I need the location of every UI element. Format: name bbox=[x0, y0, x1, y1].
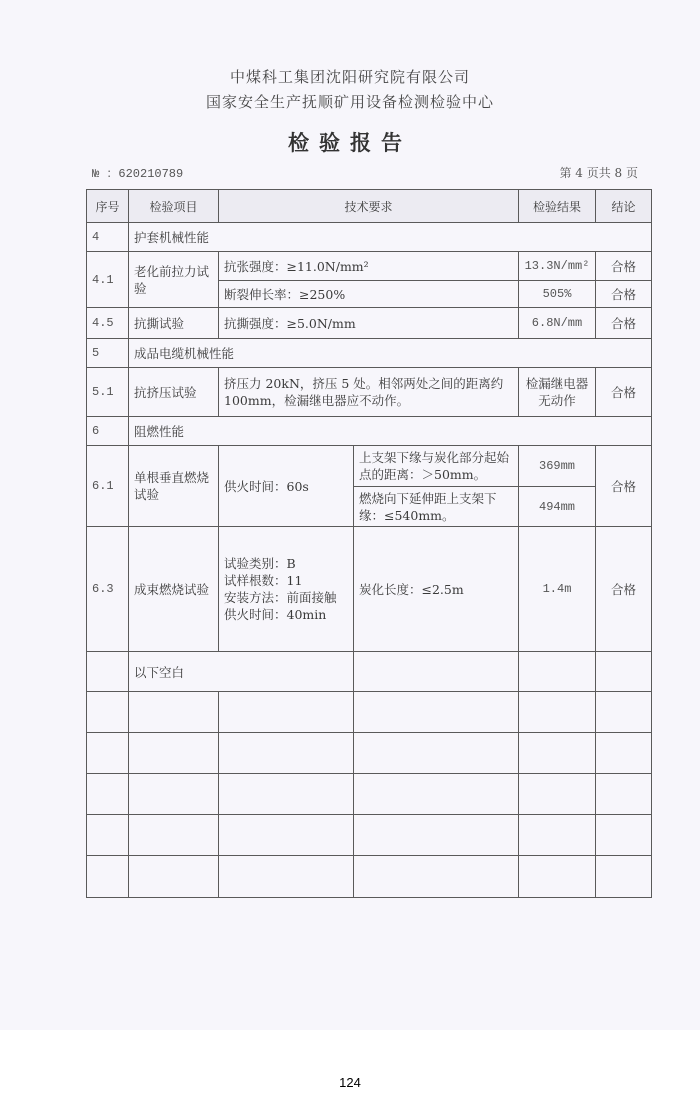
blank-row bbox=[87, 774, 652, 815]
blank-note: 以下空白 bbox=[129, 652, 354, 692]
item-number: 6.3 bbox=[87, 527, 129, 652]
requirement-text: 断裂伸长率：≥250% bbox=[219, 281, 519, 308]
organization-name: 中煤科工集团沈阳研究院有限公司 bbox=[229, 68, 470, 86]
table-row bbox=[87, 527, 652, 652]
blank-row bbox=[87, 856, 652, 898]
section-number: 4 bbox=[87, 223, 129, 252]
section-number: 5 bbox=[87, 339, 129, 368]
conclusion-value: 合格 bbox=[596, 527, 652, 652]
item-number: 6.1 bbox=[87, 446, 129, 527]
requirement-text: 炭化长度：≤2.5m bbox=[354, 527, 519, 652]
page-number: 124 bbox=[339, 1075, 361, 1090]
conclusion-value: 合格 bbox=[596, 368, 652, 417]
table-header-row bbox=[87, 190, 652, 223]
empty-cell bbox=[596, 652, 652, 692]
conclusion-value: 合格 bbox=[596, 281, 652, 308]
item-number: 4.1 bbox=[87, 252, 129, 308]
testing-center-name: 国家安全生产抚顺矿用设备检测检验中心 bbox=[205, 93, 494, 111]
empty-cell bbox=[354, 652, 519, 692]
test-category: 试验类别：B bbox=[224, 556, 296, 571]
page-info: 第 4 页共 8 页 bbox=[559, 166, 638, 180]
column-header-result: 检验结果 bbox=[519, 190, 596, 223]
item-number: 4.5 bbox=[87, 308, 129, 339]
item-name: 老化前拉力试验 bbox=[129, 252, 219, 308]
requirement-text: 上支架下缘与炭化部分起始点的距离：＞50mm。 bbox=[354, 446, 519, 487]
table-row bbox=[87, 223, 652, 252]
table-row bbox=[87, 652, 652, 692]
test-conditions bbox=[219, 527, 354, 652]
item-name: 抗挤压试验 bbox=[129, 368, 219, 417]
report-number: № ：620210789 bbox=[92, 167, 184, 181]
item-name: 抗撕试验 bbox=[129, 308, 219, 339]
mounting-method: 安装方法：前面接触 bbox=[224, 590, 337, 605]
blank-row bbox=[87, 733, 652, 774]
result-value: 1.4m bbox=[519, 527, 596, 652]
section-title: 成品电缆机械性能 bbox=[129, 339, 652, 368]
section-title: 阻燃性能 bbox=[129, 417, 652, 446]
section-number: 6 bbox=[87, 417, 129, 446]
table-row bbox=[87, 417, 652, 446]
blank-row bbox=[87, 815, 652, 856]
requirement-text: 燃烧向下延伸距上支架下缘：≤540mm。 bbox=[354, 487, 519, 527]
item-name: 单根垂直燃烧试验 bbox=[129, 446, 219, 527]
column-header-seq: 序号 bbox=[87, 190, 129, 223]
table-row bbox=[87, 446, 652, 487]
table-row bbox=[87, 252, 652, 281]
flame-time: 供火时间：40min bbox=[224, 607, 327, 622]
section-title: 护套机械性能 bbox=[129, 223, 652, 252]
item-number: 5.1 bbox=[87, 368, 129, 417]
requirement-text: 抗撕强度：≥5.0N/mm bbox=[219, 308, 519, 339]
inspection-table bbox=[86, 189, 652, 898]
requirement-text: 抗张强度：≥11.0N/mm² bbox=[219, 252, 519, 281]
table-row bbox=[87, 339, 652, 368]
result-value: 6.8N/mm bbox=[519, 308, 596, 339]
column-header-item: 检验项目 bbox=[129, 190, 219, 223]
result-value: 369mm bbox=[519, 446, 596, 487]
test-condition: 供火时间：60s bbox=[219, 446, 354, 527]
item-name: 成束燃烧试验 bbox=[129, 527, 219, 652]
column-header-conclusion: 结论 bbox=[596, 190, 652, 223]
report-title: 检验报告 bbox=[288, 131, 412, 155]
blank-row bbox=[87, 692, 652, 733]
result-value: 505% bbox=[519, 281, 596, 308]
table-row bbox=[87, 308, 652, 339]
result-value: 13.3N/mm² bbox=[519, 252, 596, 281]
empty-cell bbox=[519, 652, 596, 692]
result-value: 检漏继电器无动作 bbox=[519, 368, 596, 417]
requirement-text: 挤压力 20kN，挤压 5 处。相邻两处之间的距离约 100mm，检漏继电器应不动作。 bbox=[219, 368, 519, 417]
conclusion-value: 合格 bbox=[596, 308, 652, 339]
conclusion-value: 合格 bbox=[596, 252, 652, 281]
conclusion-value: 合格 bbox=[596, 446, 652, 527]
table-row bbox=[87, 368, 652, 417]
empty-cell bbox=[87, 652, 129, 692]
result-value: 494mm bbox=[519, 487, 596, 527]
column-header-requirement: 技术要求 bbox=[219, 190, 519, 223]
sample-count: 试样根数：11 bbox=[224, 573, 303, 588]
